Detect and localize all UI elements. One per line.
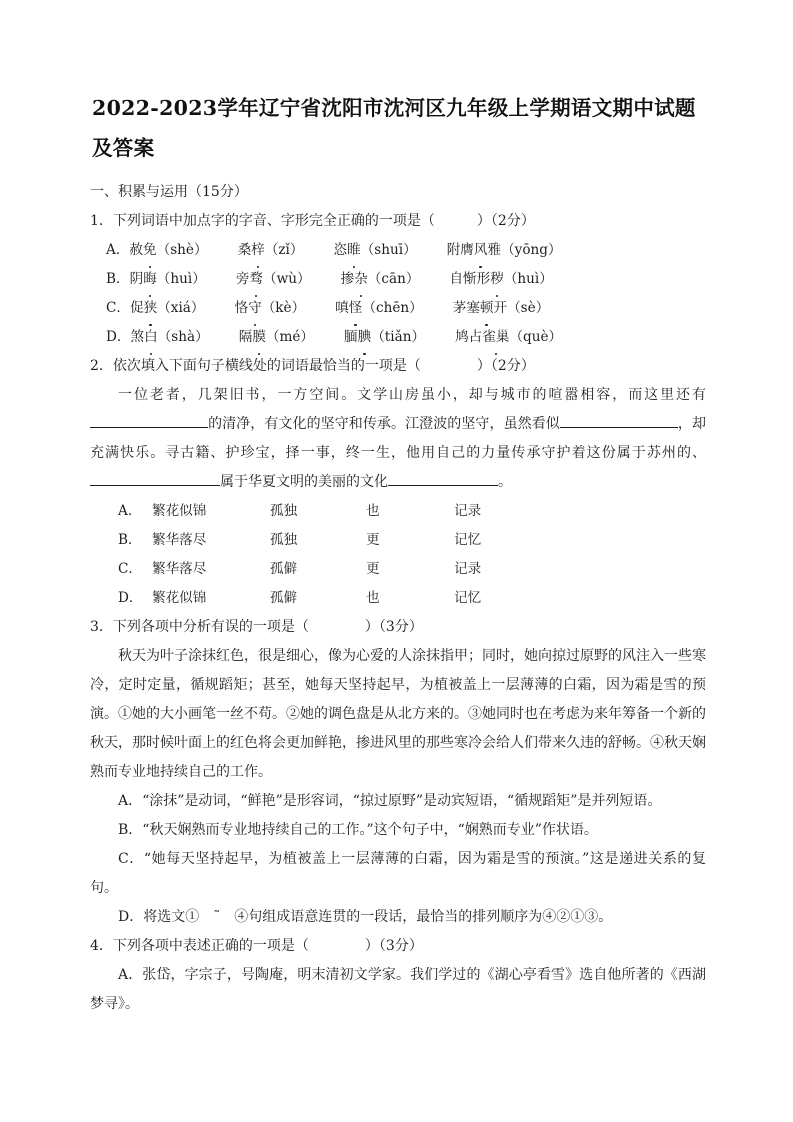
question-4-stem: 4．下列各项中表述正确的一项是（ ）（3分） [90, 938, 423, 954]
option-pinyin: （shuī） [360, 242, 417, 258]
option-pinyin: （mé） [265, 329, 315, 345]
dotted-char: 怪 [349, 294, 363, 323]
fill-blank-2[interactable] [560, 413, 678, 428]
option-col-1: 繁华落尽 [152, 532, 207, 548]
table-row[interactable] [90, 584, 534, 613]
option-pinyin: （cān） [367, 271, 420, 287]
option-pinyin: （shè） [156, 242, 208, 258]
option-pinyin: （huì） [503, 271, 553, 287]
fill-blank-4[interactable] [388, 471, 498, 486]
dotted-char: 膜 [252, 323, 266, 352]
option-word: 煞 [130, 329, 145, 345]
option-pinyin: （sè） [507, 300, 550, 316]
page-content [90, 88, 706, 1019]
dotted-char: 狭 [144, 294, 158, 323]
table-row[interactable] [90, 497, 534, 526]
dotted-char: 睢 [347, 236, 361, 265]
dotted-char: 杂 [354, 265, 368, 294]
question-1-option-a [90, 236, 706, 265]
option-col-2: 孤僻 [270, 590, 298, 606]
option-col-3: 更 [366, 532, 380, 548]
fill-blank-3[interactable] [90, 471, 220, 486]
option-col-4: 记忆 [454, 532, 482, 548]
question-3-option-d[interactable]: D．将选文① ˜ ④句组成语意连贯的一段话，最恰当的排列顺序为④②①③。 [118, 909, 613, 925]
dotted-char: 塞顿开 [466, 294, 507, 323]
passage-text-1: 一位老者，几架旧书，一方空间。文学山房虽小，却与城市的喧嚣相容，而这里还有 [118, 387, 706, 403]
option-label: A． [118, 503, 142, 519]
option-word: 恣 [333, 242, 348, 258]
option-pinyin: （zǐ） [264, 242, 304, 258]
option-pinyin: （chēn） [362, 300, 423, 316]
option-col-1: 繁花似锦 [152, 590, 207, 606]
question-2-options-table [90, 497, 534, 613]
fill-blank-1[interactable] [90, 413, 208, 428]
option-col-4: 记录 [454, 503, 482, 519]
passage-text-3: ，却充满快乐。寻古籍、护珍宝，择一事，终一生，他用自己的力量传承守护着这份属于苏州的、 [90, 416, 707, 461]
option-label: B． [106, 271, 130, 287]
dotted-char: 腆 [358, 323, 372, 352]
option-pinyin: （huì） [156, 271, 206, 287]
page-title: 2022-2023学年辽宁省沈阳市沈河区九年级上学期语文期中试题及答案 [92, 96, 696, 160]
option-word: 自惭形 [449, 271, 491, 287]
question-2-passage [90, 381, 706, 497]
option-pinyin: （yōng） [501, 242, 562, 258]
option-word: 促 [130, 300, 144, 316]
option-word: 腼 [344, 329, 358, 345]
option-word: 恪 [234, 300, 249, 316]
option-col-3: 也 [366, 503, 380, 519]
option-col-1: 繁花似锦 [152, 503, 207, 519]
question-3-option-a[interactable]: A．“涂抹”是动词，“鲜艳”是形容词，“掠过原野”是动宾短语，“循规蹈矩”是并列短语。 [118, 793, 662, 809]
option-word: 嗔 [335, 300, 349, 316]
dotted-char: 秽 [490, 265, 504, 294]
dotted-char: 晦 [143, 265, 157, 294]
option-col-3: 也 [366, 590, 380, 606]
option-pinyin: （xiá） [157, 300, 205, 316]
question-4-option-a[interactable]: A．张岱，字宗子，号陶庵，明末清初文学家。我们学过的《湖心亭看雪》选自他所著的《西湖梦寻》。 [90, 967, 706, 1012]
option-word: 茅 [452, 300, 467, 316]
question-3-option-c[interactable]: C．“她每天坚持起早，为植被盖上一层薄薄的白霜，因为霜是雪的预演。”这是递进关系的复句。 [90, 851, 706, 896]
dotted-char: 白 [144, 323, 158, 352]
question-2-stem: 2．依次填入下面句子横线处的词语最恰当的一项是（ ）（2分） [90, 358, 535, 374]
question-1-option-d [90, 323, 706, 352]
table-row[interactable] [90, 555, 534, 584]
option-word: 旁 [235, 271, 250, 287]
option-word: 鸠占 [455, 329, 483, 345]
passage-text-5: 。 [498, 474, 512, 490]
option-col-2: 孤独 [270, 532, 298, 548]
question-1-option-b [90, 265, 706, 294]
dotted-char: 膺风雅 [460, 236, 501, 265]
option-word: 掺 [340, 271, 355, 287]
option-label: B． [118, 532, 142, 548]
passage-text-4: 属于华夏文明的美丽的文化 [220, 474, 388, 490]
option-label: C． [118, 561, 142, 577]
dotted-char: 守 [248, 294, 262, 323]
table-row[interactable] [90, 526, 534, 555]
option-col-3: 更 [366, 561, 380, 577]
dotted-char: 骛 [249, 265, 263, 294]
dotted-char: 免 [143, 236, 157, 265]
option-col-1: 繁华落尽 [152, 561, 207, 577]
option-label: D． [118, 590, 143, 606]
question-3-passage: 秋天为叶子涂抹红色，很是细心，像为心爱的人涂抹指甲；同时，她向掠过原野的风注入一些寒冷，定时定量，循规蹈矩；甚至，她每天坚持起早，为植被盖上一层薄薄的白霜，因为霜是雪的预演。①她的大小画笔一丝不苟。②她的调色盘是从北方来的。③她同时也在考虑为来年筹备一个新的秋天，那时候叶面上的红色将会更加鲜艳，掺进风里的那些寒冷会给人们带来久违的舒畅。④秋天娴熟而专业地持续自己的工作。 [90, 648, 706, 780]
option-label: A． [106, 242, 130, 258]
option-word: 附 [446, 242, 461, 258]
option-pinyin: （shà） [157, 329, 209, 345]
question-3-stem: 3．下列各项中分析有误的一项是（ ）（3分） [90, 619, 423, 635]
question-1-option-c [90, 294, 706, 323]
option-label: C． [106, 300, 130, 316]
option-word: 隔 [238, 329, 253, 345]
option-pinyin: （què） [509, 329, 563, 345]
option-col-2: 孤僻 [270, 561, 298, 577]
option-label: D． [106, 329, 131, 345]
option-col-4: 记忆 [454, 590, 482, 606]
option-pinyin: （tiǎn） [371, 329, 426, 345]
option-pinyin: （kè） [261, 300, 306, 316]
dotted-char: 梓 [251, 236, 265, 265]
section-heading: 一、积累与运用（15分） [90, 184, 248, 200]
option-pinyin: （wù） [263, 271, 311, 287]
question-3-option-b[interactable]: B．“秋天娴熟而专业地持续自己的工作。”这个句子中，“娴熟而专业”作状语。 [118, 822, 598, 838]
option-col-2: 孤独 [270, 503, 298, 519]
dotted-char: 雀巢 [482, 323, 509, 352]
option-word: 桑 [237, 242, 252, 258]
option-word: 阴 [129, 271, 144, 287]
option-word: 赦 [129, 242, 144, 258]
passage-text-2: 的清净，有文化的坚守和传承。江澄波的坚守，虽然看似 [208, 416, 560, 432]
question-1-stem: 1．下列词语中加点字的字音、字形完全正确的一项是（ ）（2分） [90, 213, 535, 229]
option-col-4: 记录 [454, 561, 482, 577]
